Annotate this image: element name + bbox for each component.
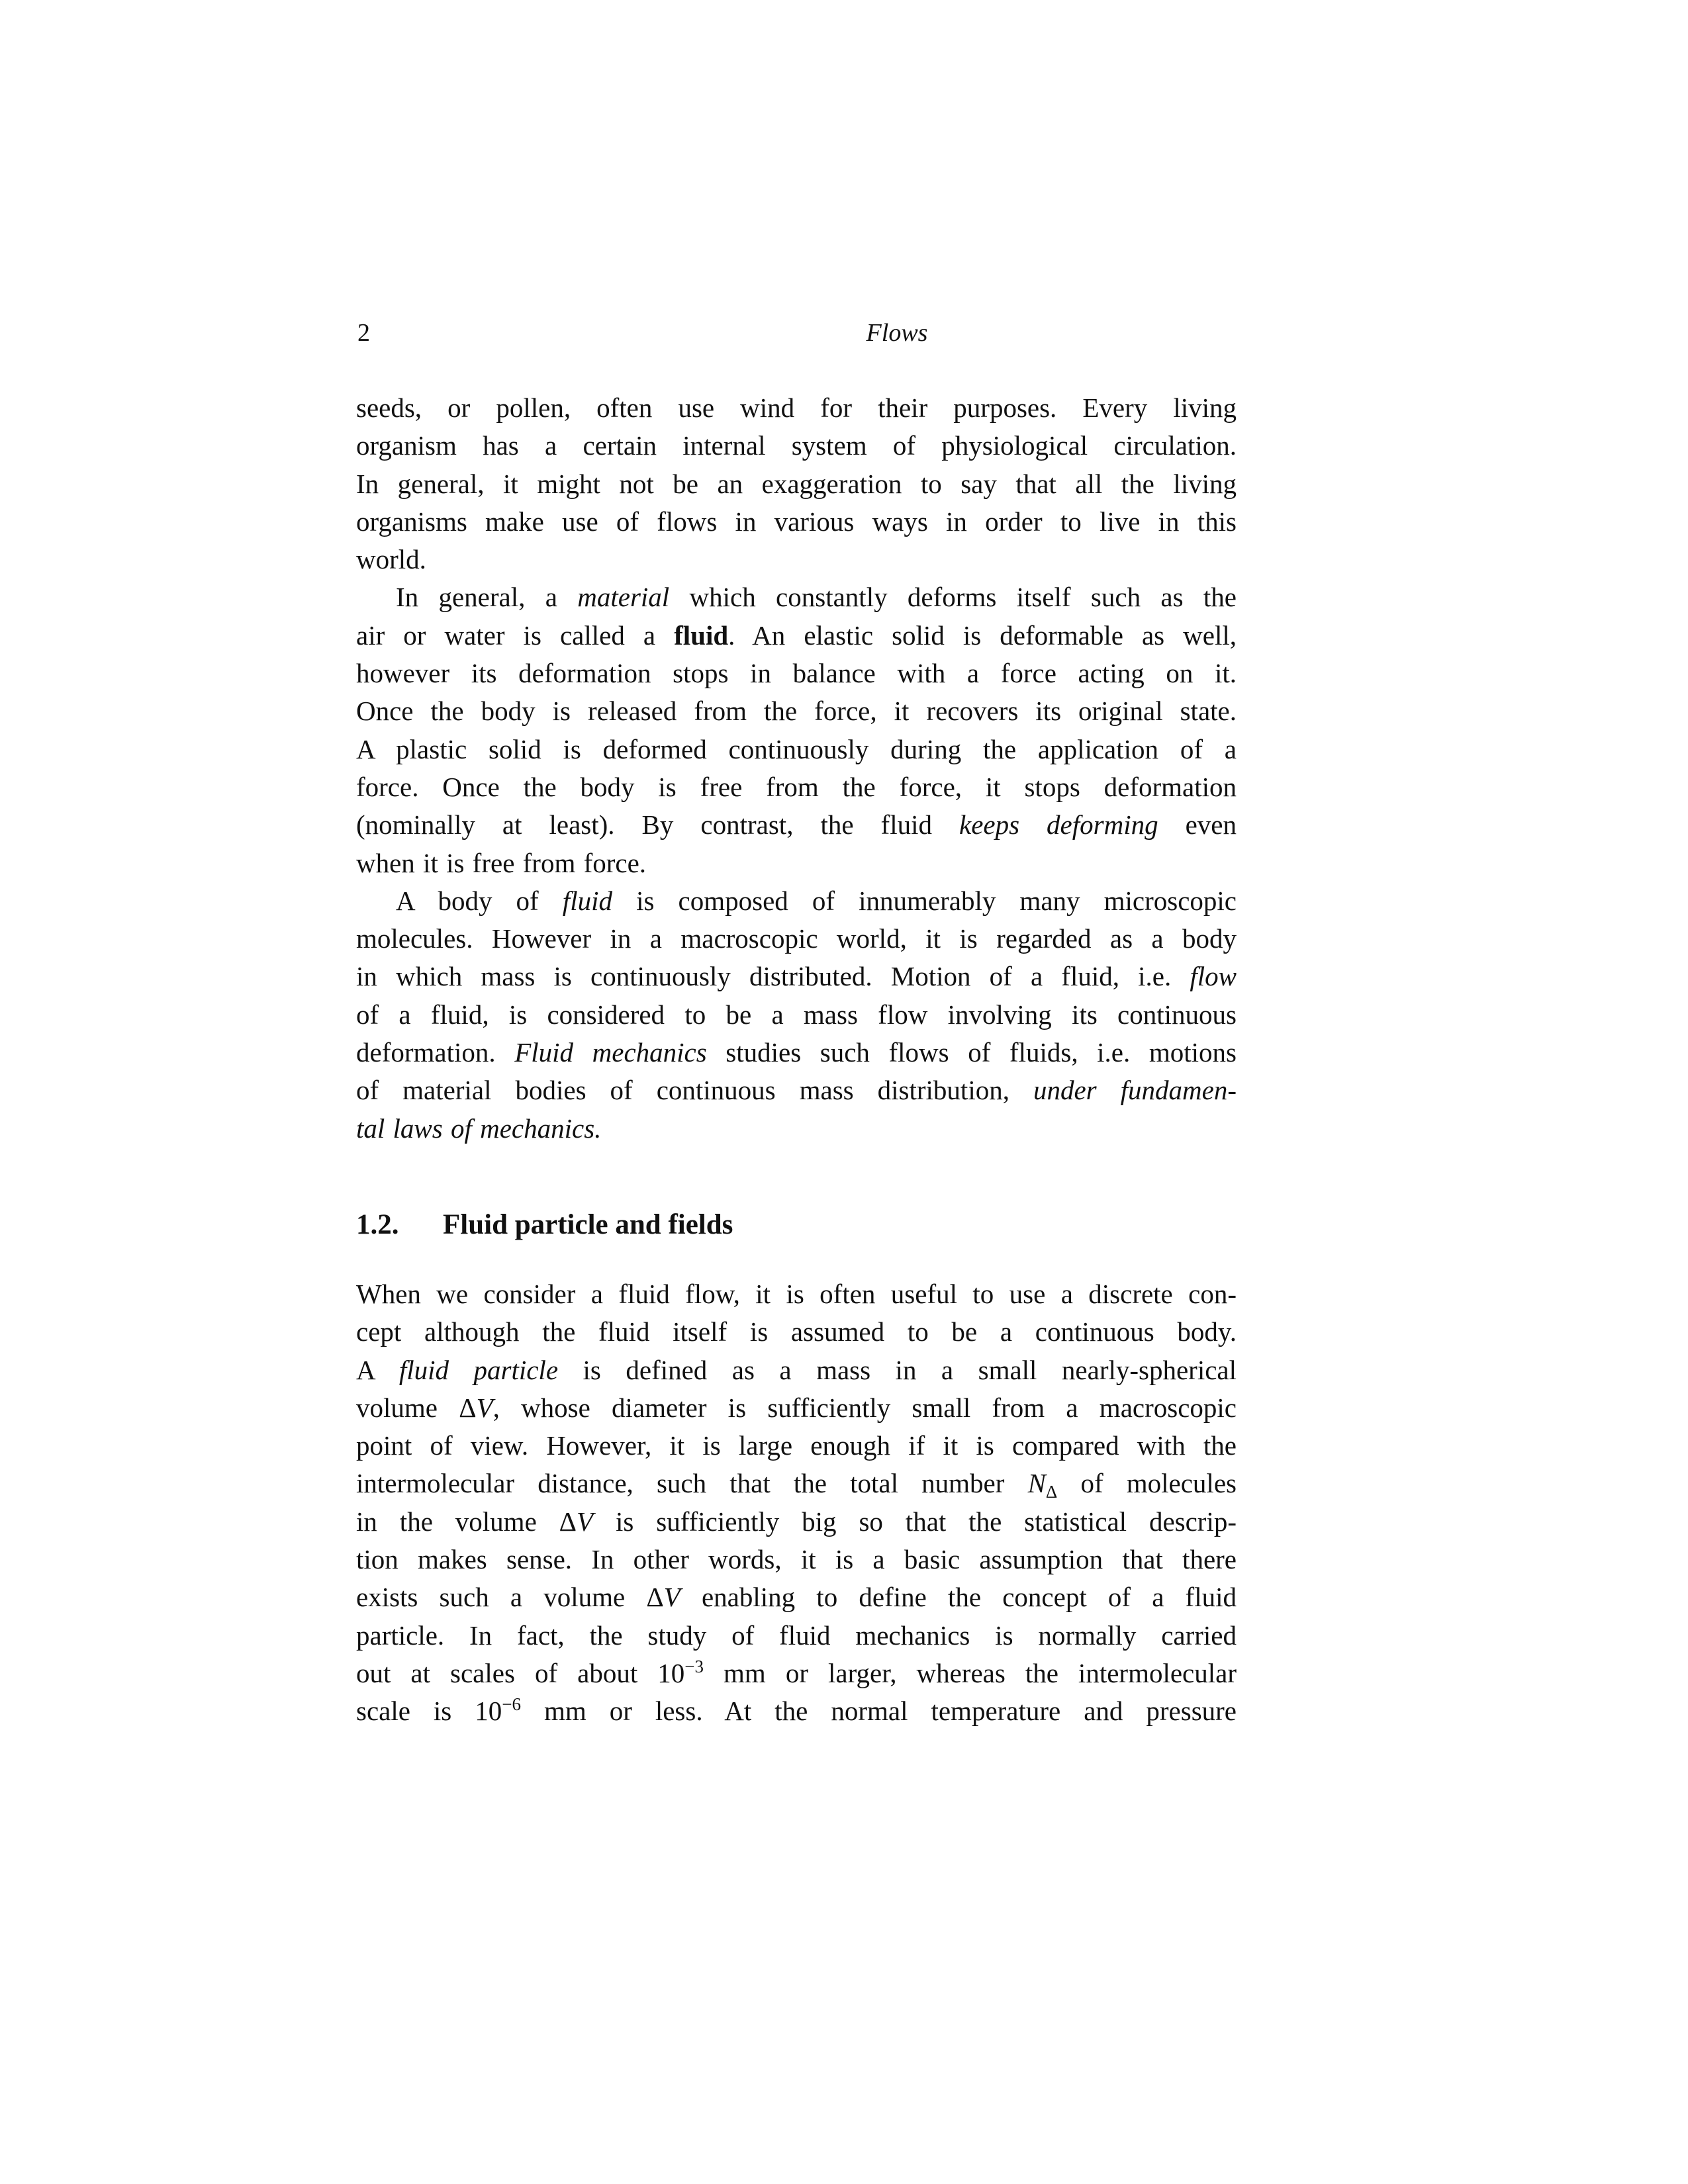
text-run: of material bodies of continuous mass distribution,: [356, 1075, 1033, 1106]
text-run: which constantly deforms itself such as the: [669, 582, 1237, 613]
text-line: [356, 465, 1237, 503]
text-run: mm or less. At the normal temperature and pressure: [520, 1696, 1237, 1727]
text-run: out at scales of about 10: [356, 1657, 685, 1688]
text-line: [356, 1427, 1237, 1465]
text-run: cept although the fluid itself is assumed to be a continuous body.: [356, 1316, 1237, 1347]
text-run: organisms make use of flows in various ways in order to live in this: [356, 506, 1237, 537]
text-line: [356, 655, 1237, 692]
text-line: [356, 1275, 1237, 1313]
italic-text: fluid particle: [399, 1354, 559, 1385]
text-run: scale is 10: [356, 1696, 502, 1727]
text-line: [356, 1389, 1237, 1427]
text-line: [356, 1655, 1237, 1692]
text-line: [356, 427, 1237, 465]
text-run: however its deformation stops in balance with a force acting on it.: [356, 658, 1237, 689]
math-script: Δ: [1045, 1482, 1058, 1502]
text-line: [356, 541, 1237, 578]
text-run: in the volume Δ: [356, 1506, 577, 1537]
text-line: [356, 806, 1237, 844]
text-line: [356, 1110, 1237, 1148]
text-run: force. Once the body is free from the force, it stops deformation: [356, 771, 1237, 802]
text-line: [356, 1503, 1237, 1541]
text-run: even: [1158, 809, 1237, 841]
text-run: tion makes sense. In other words, it is a basic assumption that there: [356, 1544, 1237, 1575]
italic-text: under fundamen-: [1033, 1075, 1237, 1106]
text-line: [356, 996, 1237, 1034]
text-run: seeds, or pollen, often use wind for their purposes. Every living: [356, 392, 1237, 423]
text-run: When we consider a fluid flow, it is often useful to use a discrete con-: [356, 1279, 1237, 1309]
text-line: [356, 617, 1237, 655]
text-line: [356, 731, 1237, 768]
bold-text: fluid: [674, 619, 729, 651]
running-title: Flows: [866, 319, 928, 347]
text-run: In general, it might not be an exaggeration to say that all the living: [356, 468, 1237, 499]
italic-text: V: [476, 1392, 493, 1423]
text-run: A body of: [396, 885, 563, 916]
text-run: particle. In fact, the study of fluid mechanics is normally carried: [356, 1619, 1237, 1651]
text-line: [356, 692, 1237, 730]
italic-text: N: [1027, 1468, 1046, 1499]
text-line: [356, 882, 1237, 920]
text-run: world.: [356, 544, 426, 575]
section-title: Fluid particle and fields: [443, 1209, 733, 1240]
text-run: volume Δ: [356, 1392, 477, 1423]
text-line: [356, 920, 1237, 958]
text-run: (nominally at least). By contrast, the fluid: [356, 809, 959, 841]
text-line: [356, 768, 1237, 806]
text-run: deformation.: [356, 1037, 515, 1068]
text-line: [356, 1351, 1237, 1389]
text-run: air or water is called a: [356, 619, 675, 651]
text-line: [356, 1071, 1237, 1109]
page-number: 2: [357, 319, 370, 347]
italic-text: keeps deforming: [959, 809, 1158, 841]
text-line: [356, 578, 1237, 616]
body-text-upper: [356, 389, 1237, 1148]
text-run: , whose diameter is sufficiently small from a macroscopic: [492, 1392, 1237, 1423]
body-text-lower: [356, 1275, 1237, 1731]
text-line: [356, 958, 1237, 995]
text-line: [356, 1034, 1237, 1071]
math-script: −3: [684, 1656, 704, 1676]
text-line: [356, 1692, 1237, 1730]
text-line: [356, 1313, 1237, 1351]
text-run: is sufficiently big so that the statistical descrip-: [593, 1506, 1237, 1537]
text-run: of molecules: [1057, 1468, 1237, 1499]
text-run: A plastic solid is deformed continuously during the application of a: [356, 733, 1237, 764]
text-run: intermolecular distance, such that the total number: [356, 1468, 1028, 1499]
italic-text: flow: [1190, 961, 1237, 992]
italic-text: V: [663, 1582, 680, 1613]
italic-text: tal laws of mechanics.: [356, 1113, 602, 1144]
text-line: [356, 844, 1237, 882]
text-line: [356, 1578, 1237, 1616]
italic-text: material: [577, 582, 670, 613]
math-script: −6: [502, 1694, 521, 1715]
text-run: molecules. However in a macroscopic world, it is regarded as a body: [356, 923, 1237, 954]
section-heading: [356, 1206, 733, 1244]
text-line: [356, 1465, 1237, 1502]
italic-text: Fluid mechanics: [514, 1037, 707, 1068]
text-run: is defined as a mass in a small nearly-spherical: [558, 1354, 1237, 1385]
text-run: exists such a volume Δ: [356, 1582, 664, 1613]
text-run: In general, a: [396, 582, 578, 613]
text-run: studies such flows of fluids, i.e. motions: [706, 1037, 1237, 1068]
text-line: [356, 1541, 1237, 1578]
text-run: in which mass is continuously distributed. Motion of a fluid, i.e.: [356, 961, 1190, 992]
text-run: enabling to define the concept of a fluid: [680, 1582, 1237, 1613]
text-run: when it is free from force.: [356, 847, 647, 878]
text-line: [356, 1617, 1237, 1655]
italic-text: V: [577, 1506, 594, 1537]
text-run: point of view. However, it is large enough if it is compared with the: [356, 1430, 1237, 1461]
text-run: mm or larger, whereas the intermolecular: [703, 1657, 1237, 1688]
text-run: is composed of innumerably many microscopic: [612, 885, 1237, 916]
text-run: A: [356, 1354, 399, 1385]
text-run: organism has a certain internal system of physiological circulation.: [356, 430, 1237, 461]
italic-text: fluid: [562, 885, 612, 916]
text-line: [356, 389, 1237, 427]
text-run: of a fluid, is considered to be a mass flow involving its continuous: [356, 999, 1237, 1030]
section-number: 1.2.: [356, 1209, 399, 1240]
text-line: [356, 503, 1237, 541]
text-run: Once the body is released from the force, it recovers its original state.: [356, 696, 1237, 727]
text-run: . An elastic solid is deformable as well,: [728, 619, 1237, 651]
